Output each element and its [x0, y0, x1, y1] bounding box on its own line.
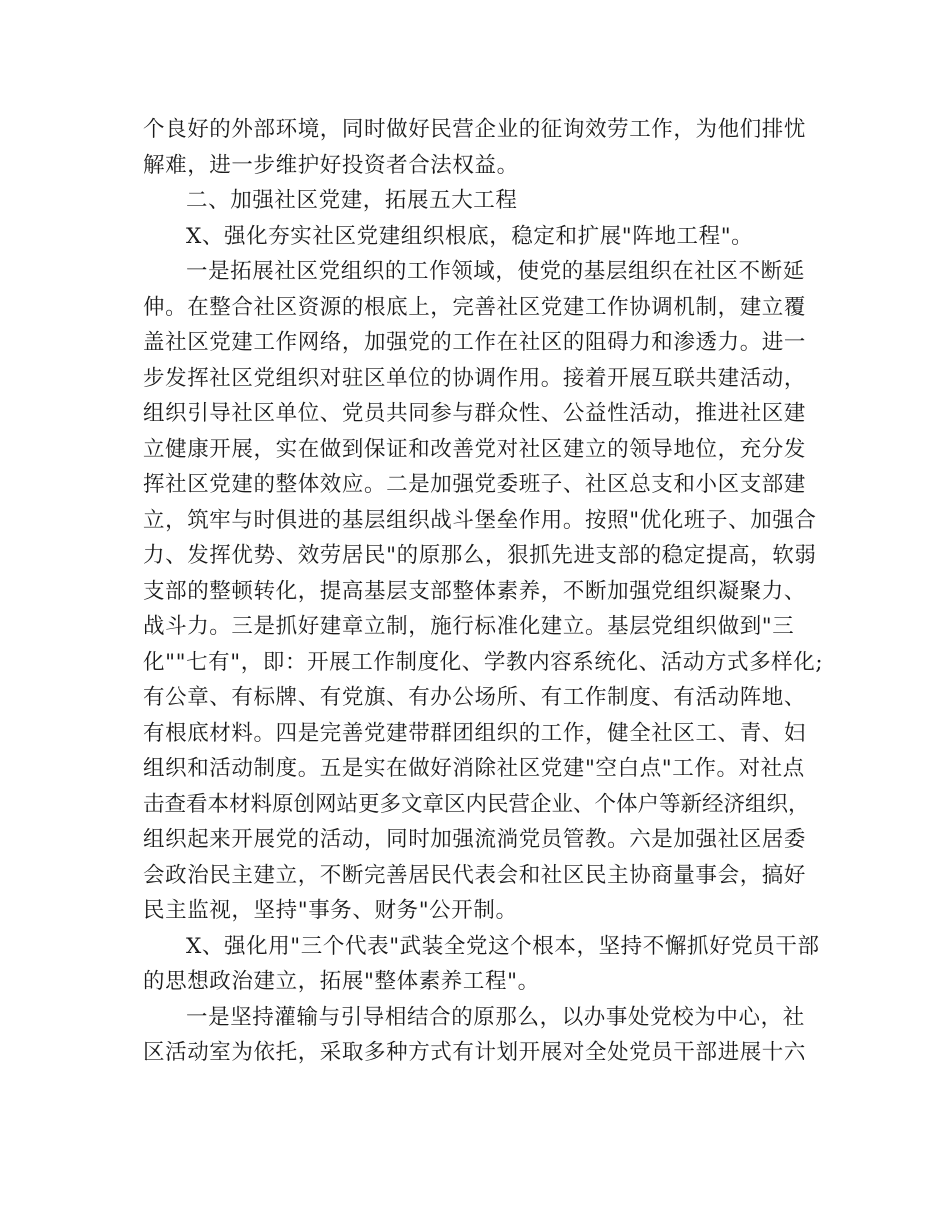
paragraph-first-line: X、强化夯实社区党建组织根底，稳定和扩展"阵地工程"。 — [186, 223, 754, 249]
paragraph-first-line: 二、加强社区党建，拓展五大工程 — [186, 188, 518, 213]
text-line: 组织引导社区单位、党员共同参与群众性、公益性活动，推进社区建 — [143, 401, 807, 426]
paragraph-first-line: X、强化用"三个代表"武装全党这个根本，坚持不懈抓好党员干部 — [186, 933, 820, 959]
text-line: 挥社区党建的整体效应。二是加强党委班子、社区总支和小区支部建 — [143, 472, 807, 497]
text-line: 立健康开展，实在做到保证和改善党对社区建立的领导地位，充分发 — [143, 436, 807, 462]
text-line: 有公章、有标牌、有党旗、有办公场所、有工作制度、有活动阵地、 — [143, 685, 807, 710]
document-body — [143, 112, 823, 1071]
paragraph-first-line: 一是拓展社区党组织的工作领域，使党的基层组织在社区不断延 — [186, 259, 805, 284]
text-line: 组织和活动制度。五是实在做好消除社区党建"空白点"工作。对社点 — [143, 756, 805, 781]
text-line: 解难，进一步维护好投资者合法权益。 — [143, 152, 519, 178]
text-line: 会政治民主建立，不断完善居民代表会和社区民主协商量事会，搞好 — [143, 862, 807, 888]
text-line: 民主监视，坚持"事务、财务"公开制。 — [143, 898, 518, 923]
text-line: 战斗力。三是抓好建章立制，施行标准化建立。基层党组织做到"三 — [143, 614, 795, 639]
text-line: 盖社区党建工作网络，加强党的工作在社区的阻碍力和渗透力。进一 — [143, 330, 807, 355]
text-line: 击查看本材料原创网站更多文章区内民营企业、个体户等新经济组织， — [143, 791, 810, 817]
text-line: 个良好的外部环境，同时做好民营企业的征询效劳工作，为他们排忧 — [143, 117, 807, 142]
text-line: 化""七有"，即：开展工作制度化、学教内容系统化、活动方式多样化; — [143, 649, 824, 675]
text-line: 支部的整顿转化，提高基层支部整体素养，不断加强党组织凝聚力、 — [143, 578, 807, 604]
text-line: 力、发挥优势、效劳居民"的原那么，狠抓先进支部的稳定提高，软弱 — [143, 543, 817, 568]
text-line: 有根底材料。四是完善党建带群团组织的工作，健全社区工、青、妇 — [143, 720, 807, 746]
paragraph-first-line: 一是坚持灌输与引导相结合的原那么，以办事处党校为中心，社 — [186, 1004, 805, 1030]
text-line: 的思想政治建立，拓展"整体素养工程"。 — [143, 969, 540, 994]
text-line: 步发挥社区党组织对驻区单位的协调作用。接着开展互联共建活动， — [143, 365, 807, 391]
text-line: 伸。在整合社区资源的根底上，完善社区党建工作协调机制，建立覆 — [143, 294, 807, 320]
text-line: 组织起来开展党的活动，同时加强流淌党员管教。六是加强社区居委 — [143, 827, 807, 852]
text-line: 区活动室为依托，采取多种方式有计划开展对全处党员干部进展十六 — [143, 1040, 807, 1065]
text-line: 立，筑牢与时俱进的基层组织战斗堡垒作用。按照"优化班子、加强合 — [143, 507, 817, 533]
